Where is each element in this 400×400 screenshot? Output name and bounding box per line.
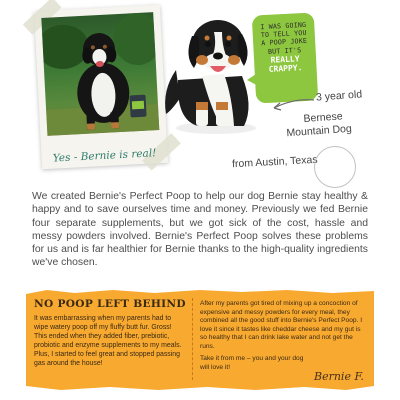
bubble-punchline: REALLY [270, 54, 300, 65]
dog-breed-label [285, 110, 352, 140]
photo-caption: Yes - Bernie is real! [52, 147, 157, 165]
bubble-line: I WAS GOING [260, 20, 307, 32]
dog-photo-polaroid [34, 5, 168, 169]
note-closing-text: Take it from me – you and your dog will love it! [200, 355, 304, 371]
note-right-text: After my parents got tired of mixing up a concoction of expensive and messy powders for every meal, they combined all the good stuff into Bernie's Perfect Poop. I love it since it tastes like cheddar cheese and my gut is so healthy that I can drink lake water and not get the runs. [200, 300, 363, 350]
breed-line: Mountain Dog [286, 122, 353, 140]
breed-line: Bernese [303, 110, 343, 126]
bubble-punchline: CRAPPY. [268, 62, 303, 74]
arrow-icon [268, 96, 316, 114]
bubble-line: BUT IT'S [267, 45, 302, 56]
note-left-text: It was embarrassing when my parents had to wipe watery poop off my fluffy butt fur. Gross! This ended when they added fiber, prebiotic, probiotic and enzyme supplements to my meals. Plus, I started to feel great and stopped passing gas around the house! [34, 315, 182, 367]
note-title: NO POOP LEFT BEHIND [34, 298, 186, 310]
note-divider [192, 298, 193, 380]
dog-photo-illustration [41, 12, 159, 136]
dog-age-label: 3 year old [315, 88, 363, 104]
bubble-line: TO TELL YOU [260, 29, 307, 40]
dog-origin-label: from Austin, Texas [231, 153, 318, 171]
intro-paragraph: We created Bernie's Perfect Poop to help our dog Bernie stay healthy & happy and to save ourselves time and money. Previously we fed Bernie four separate supplements, but we got sick of the cost, hassle and messy powders involved. Bernie's Perfect Poop solves these problems for us and is far healthier for Bernie thanks to the high-quality ingredients we've chosen. [32, 191, 368, 269]
dog-photo [41, 12, 159, 136]
speech-bubble [252, 12, 319, 103]
seal-stamp-icon [314, 146, 356, 188]
bubble-line: A POOP JOKE [261, 37, 308, 48]
signature: Bernie F. [314, 370, 364, 383]
